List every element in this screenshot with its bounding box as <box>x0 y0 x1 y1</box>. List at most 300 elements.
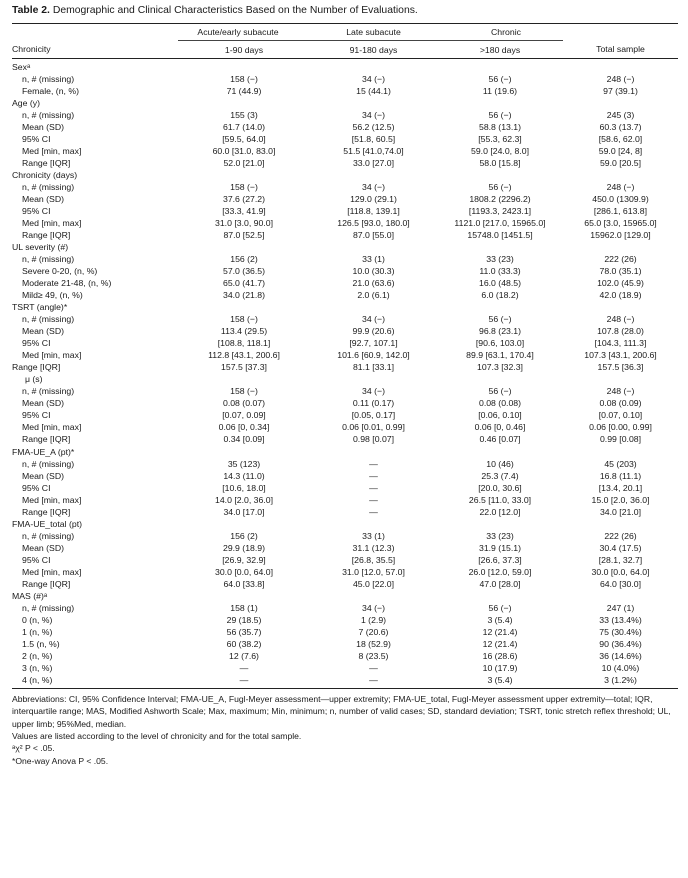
note-abbreviations: Abbreviations: CI, 95% Confidence Interval; FMA-UE_A, Fugl-Meyer assessment—upper extremity; FMA-UE_total, Fugl-Meyer assessment upper extremity—total; IQR, interquartile range; MAS, Modified Ashworth Scale; Max, maximum; Min, minimum; n, number of valid cases; SD, standard deviation; TSRT, tonic stretch reflex threshold; UL, upper limb; 95%Med, median. <box>12 693 671 729</box>
row-label: Age (y) <box>12 98 41 109</box>
header-range-3: >180 days <box>437 41 563 59</box>
row-label: 95% CI <box>22 338 51 349</box>
table-row <box>12 253 678 265</box>
table-row <box>12 530 678 542</box>
row-value: — <box>369 494 378 505</box>
row-label: Range [IQR] <box>12 362 61 373</box>
row-value: 31.0 [3.0, 90.0] <box>215 218 273 229</box>
row-value: 58.0 [15.8] <box>479 158 521 169</box>
row-value: [92.7, 107.1] <box>349 338 398 349</box>
row-value: 7 (20.6) <box>358 626 389 637</box>
row-value: 0.46 [0.07] <box>479 434 521 445</box>
row-value: 3 (5.4) <box>437 674 563 689</box>
row-value: 15 (44.1) <box>356 86 391 97</box>
row-value: 15748.0 [1451.5] <box>467 230 533 241</box>
row-value: 33 (1) <box>362 254 385 265</box>
header-group-late-subacute: Late subacute <box>310 24 437 41</box>
row-label: Sexᵃ <box>12 62 31 72</box>
table-body <box>12 59 678 689</box>
row-value: 158 (−) <box>230 182 258 193</box>
row-value: — <box>369 662 378 673</box>
table-row <box>12 205 678 217</box>
row-value: 0.06 [0.01, 0.99] <box>342 422 405 433</box>
table-row <box>12 506 678 518</box>
row-value: 8 (23.5) <box>358 650 389 661</box>
row-value: 1808.2 (2296.2) <box>469 194 531 205</box>
table-row <box>12 59 678 74</box>
table-row <box>12 542 678 554</box>
row-label: MAS (#)ᵃ <box>12 590 48 601</box>
row-label: Med [min, max] <box>22 494 82 505</box>
row-value: 57.0 (36.5) <box>222 266 266 277</box>
row-value: 90 (36.4%) <box>599 638 642 649</box>
table-row <box>12 217 678 229</box>
table-row <box>12 650 678 662</box>
header-group-chronic: Chronic <box>437 24 563 41</box>
row-value: 156 (2) <box>230 254 258 265</box>
row-label: Mean (SD) <box>22 542 64 553</box>
row-label: n, # (missing) <box>22 254 75 265</box>
table-row <box>12 662 678 674</box>
row-label: FMA-UE_total (pt) <box>12 518 82 529</box>
row-value: 29.9 (18.9) <box>222 542 266 553</box>
table-row <box>12 361 678 373</box>
row-value: 45 (203) <box>604 458 637 469</box>
row-value: 245 (3) <box>606 110 635 121</box>
row-value <box>437 301 563 313</box>
row-value: 248 (−) <box>606 182 635 193</box>
row-label: 95% CI <box>22 410 51 421</box>
table-row <box>12 602 678 614</box>
table-row <box>12 73 678 85</box>
row-label: n, # (missing) <box>22 602 75 613</box>
row-value <box>437 59 563 74</box>
row-label: μ (s) <box>25 374 43 385</box>
table-notes <box>12 693 678 767</box>
row-value: 56 (−) <box>488 602 512 613</box>
row-value: 96.8 (23.1) <box>478 326 522 337</box>
row-value: 18 (52.9) <box>356 638 391 649</box>
table-row <box>12 121 678 133</box>
row-value: 0.11 (0.17) <box>352 398 395 409</box>
row-value: 14.0 [2.0, 36.0] <box>215 494 273 505</box>
row-value: 157.5 [36.3] <box>597 362 644 373</box>
row-label: 95% CI <box>22 554 51 565</box>
header-range-2: 91-180 days <box>310 41 437 59</box>
row-label: 95% CI <box>22 134 51 145</box>
table-row <box>12 626 678 638</box>
row-value <box>437 446 563 458</box>
row-value: [26.6, 37.3] <box>478 554 522 565</box>
row-value: [118.8, 139.1] <box>347 206 400 217</box>
row-value: [90.6, 103.0] <box>475 338 525 349</box>
row-value <box>563 169 678 181</box>
row-value: [58.6, 62.0] <box>598 134 643 145</box>
row-value: [13.4, 20.1] <box>598 482 643 493</box>
table-row <box>12 554 678 566</box>
table-row <box>12 409 678 421</box>
row-value: 248 (−) <box>606 386 635 397</box>
row-value: [286.1, 613.8] <box>593 206 648 217</box>
row-value: 34.0 (21.8) <box>222 290 266 301</box>
row-value: 3 (1.2%) <box>563 674 678 689</box>
row-label: UL severity (#) <box>12 242 69 253</box>
row-label: Mean (SD) <box>22 194 64 205</box>
row-value <box>563 373 678 385</box>
row-value: [51.8, 60.5] <box>351 134 396 145</box>
row-value: 11 (19.6) <box>482 86 518 97</box>
row-value: 30.0 [0.0, 64.0] <box>215 566 273 577</box>
row-label: Mean (SD) <box>22 326 64 337</box>
row-value: 16.8 (11.1) <box>599 470 642 481</box>
table-row <box>12 193 678 205</box>
row-value <box>310 301 437 313</box>
row-value: 60.3 (13.7) <box>599 122 642 133</box>
row-value: 47.0 [28.0] <box>479 578 521 589</box>
row-value: 126.5 [93.0, 180.0] <box>337 218 410 229</box>
row-value: 1 (2.9) <box>360 614 387 625</box>
row-value: 0.08 (0.09) <box>599 398 642 409</box>
row-label: Mild≥ 49, (n, %) <box>22 290 83 301</box>
row-value: 34 (−) <box>362 602 385 613</box>
row-label: Mean (SD) <box>22 122 64 133</box>
row-value <box>563 590 678 602</box>
row-value: 16 (28.6) <box>482 650 518 661</box>
row-value: 0.06 [0, 0.46] <box>474 422 526 433</box>
row-value: 11.0 (33.3) <box>479 266 521 277</box>
table-row <box>12 566 678 578</box>
row-value: [1193.3, 2423.1] <box>468 206 532 217</box>
row-value: 87.0 [52.5] <box>223 230 265 241</box>
table-row <box>12 301 678 313</box>
row-value <box>310 373 437 385</box>
row-value: 22.0 [12.0] <box>479 506 521 517</box>
row-value: [0.05, 0.17] <box>351 410 396 421</box>
row-value: — <box>369 506 378 517</box>
row-value: 21.0 (63.6) <box>352 278 395 289</box>
table-row <box>12 590 678 602</box>
row-value: 16.0 (48.5) <box>478 278 522 289</box>
row-value: — <box>369 470 378 481</box>
row-value: 34 (−) <box>362 110 385 121</box>
characteristics-table <box>12 23 678 689</box>
row-value: [0.07, 0.10] <box>598 410 643 421</box>
row-label: Moderate 21-48, (n, %) <box>22 278 112 289</box>
row-value: 56.2 (12.5) <box>352 122 395 133</box>
table-row <box>12 241 678 253</box>
row-value: — <box>369 482 378 493</box>
row-label: 0 (n, %) <box>22 614 53 625</box>
row-value: 33 (23) <box>486 254 514 265</box>
row-value: 33 (1) <box>362 530 385 541</box>
row-value: 107.8 (28.0) <box>597 326 644 337</box>
table-row <box>12 313 678 325</box>
row-label: 95% CI <box>22 482 51 493</box>
row-label: n, # (missing) <box>22 530 75 541</box>
row-value: 34 (−) <box>362 74 385 85</box>
row-value: 65.0 (41.7) <box>222 278 266 289</box>
row-value: 222 (26) <box>604 254 637 265</box>
row-value: 64.0 [30.0] <box>599 578 642 589</box>
row-value: [108.8, 118.1] <box>217 338 271 349</box>
row-value: 3 (5.4) <box>487 614 513 625</box>
row-value: 107.3 [32.3] <box>477 362 523 373</box>
row-label: Chronicity (days) <box>12 170 78 181</box>
row-label: 1 (n, %) <box>22 626 53 637</box>
row-value: [33.3, 41.9] <box>222 206 266 217</box>
row-value <box>563 446 678 458</box>
row-value <box>563 241 678 253</box>
row-value: 129.0 (29.1) <box>350 194 397 205</box>
row-label: TSRT (angle)* <box>12 302 68 313</box>
row-label: Severe 0-20, (n, %) <box>22 266 98 277</box>
table-row <box>12 265 678 277</box>
row-value <box>178 241 310 253</box>
row-value <box>310 241 437 253</box>
row-value: 71 (44.9) <box>226 86 262 97</box>
row-value: 156 (2) <box>230 530 258 541</box>
row-value: [104.3, 111.3] <box>594 338 647 349</box>
row-value: 12 (21.4) <box>482 626 518 637</box>
row-value: — <box>369 458 378 469</box>
row-value: [10.6, 18.0] <box>222 482 266 493</box>
row-value: 33 (23) <box>486 530 514 541</box>
row-value: 87.0 [55.0] <box>352 230 395 241</box>
row-label: Mean (SD) <box>22 470 64 481</box>
row-value: 15962.0 [129.0] <box>590 230 651 241</box>
header-group-row <box>12 24 678 41</box>
row-label: n, # (missing) <box>22 182 75 193</box>
row-label: 4 (n, %) <box>12 674 178 689</box>
row-label: Med [min, max] <box>22 146 82 157</box>
row-value: 26.5 [11.0, 33.0] <box>468 494 532 505</box>
row-value: — <box>239 662 249 673</box>
row-value: 34.0 [21.0] <box>599 506 642 517</box>
row-label: Range [IQR] <box>22 230 71 241</box>
note-footnote-star: *One-way Anova P < .05. <box>12 755 109 766</box>
row-label: Mean (SD) <box>22 398 64 409</box>
row-value: 2.0 (6.1) <box>357 290 390 301</box>
row-value <box>437 169 563 181</box>
row-value: 56 (−) <box>488 74 512 85</box>
row-value <box>178 301 310 313</box>
row-value: 59.0 [24, 8] <box>598 146 643 157</box>
row-value <box>437 373 563 385</box>
row-value <box>563 301 678 313</box>
row-value: 0.06 [0.00, 0.99] <box>589 422 652 433</box>
row-label: 1.5 (n, %) <box>22 638 60 649</box>
row-value: 112.8 [43.1, 200.6] <box>208 350 280 361</box>
table-row <box>12 109 678 121</box>
row-label: n, # (missing) <box>22 74 75 85</box>
row-value: 56 (−) <box>488 110 512 121</box>
row-value: 97 (39.1) <box>603 86 638 97</box>
row-value: 0.98 [0.07] <box>352 434 395 445</box>
row-value: 15.0 [2.0, 36.0] <box>591 494 650 505</box>
row-label: Range [IQR] <box>22 158 71 169</box>
row-value: — <box>178 674 310 689</box>
header-row-label: Chronicity <box>12 41 178 59</box>
table-row <box>12 133 678 145</box>
table-row <box>12 494 678 506</box>
row-value <box>178 446 310 458</box>
row-value <box>310 518 437 530</box>
row-value: 10 (4.0%) <box>601 662 640 673</box>
table-row <box>12 373 678 385</box>
row-value: 34 (−) <box>362 182 385 193</box>
row-value <box>437 518 563 530</box>
row-value: 0.08 (0.08) <box>478 398 522 409</box>
row-value <box>310 59 437 74</box>
row-value: 56 (−) <box>488 386 512 397</box>
row-value: 1121.0 [217.0, 15965.0] <box>454 218 546 229</box>
table-row <box>12 157 678 169</box>
row-value: 56 (35.7) <box>226 626 262 637</box>
row-value: 56 (−) <box>488 314 512 325</box>
row-value: 34 (−) <box>362 314 385 325</box>
row-value <box>178 518 310 530</box>
row-value: 34.0 [17.0] <box>223 506 265 517</box>
row-value <box>178 59 310 74</box>
row-value <box>310 590 437 602</box>
row-label: n, # (missing) <box>22 458 75 469</box>
row-label: 3 (n, %) <box>22 662 53 673</box>
row-label: 2 (n, %) <box>22 650 53 661</box>
row-value: 36 (14.6%) <box>599 650 642 661</box>
row-value <box>437 241 563 253</box>
row-value <box>563 59 678 74</box>
table-row <box>12 578 678 590</box>
row-value: 58.8 (13.1) <box>478 122 522 133</box>
row-value: 248 (−) <box>606 74 635 85</box>
table-row <box>12 289 678 301</box>
table-row <box>12 85 678 97</box>
row-value: [20.0, 30.6] <box>478 482 522 493</box>
row-label: 95% CI <box>22 206 51 217</box>
row-value <box>178 590 310 602</box>
table-row <box>12 518 678 530</box>
row-value: 158 (1) <box>230 602 258 613</box>
row-value <box>310 169 437 181</box>
row-label: n, # (missing) <box>22 386 75 397</box>
row-label: Med [min, max] <box>22 566 82 577</box>
row-value: 31.1 (12.3) <box>352 542 395 553</box>
row-value: 31.9 (15.1) <box>478 542 522 553</box>
row-value: 33.0 [27.0] <box>352 158 395 169</box>
row-value: 31.0 [12.0, 57.0] <box>342 566 405 577</box>
row-value: 14.3 (11.0) <box>223 470 265 481</box>
row-value: 157.5 [37.3] <box>221 362 267 373</box>
row-value: 10 (17.9) <box>482 662 518 673</box>
row-value: 247 (1) <box>606 602 635 613</box>
table-row <box>12 337 678 349</box>
table-row <box>12 181 678 193</box>
row-value: 25.3 (7.4) <box>481 470 519 481</box>
row-value: 33 (13.4%) <box>599 614 642 625</box>
row-value: 51.5 [41.0,74.0] <box>343 146 404 157</box>
row-value: 42.0 (18.9) <box>599 290 642 301</box>
row-value <box>437 590 563 602</box>
row-value: [59.5, 64.0] <box>222 134 266 145</box>
row-value: 59.0 [20.5] <box>599 158 642 169</box>
table-row <box>12 458 678 470</box>
row-value: 26.0 [12.0, 59.0] <box>468 566 532 577</box>
table-row <box>12 385 678 397</box>
row-label: Med [min, max] <box>22 422 82 433</box>
row-value: 107.3 [43.1, 200.6] <box>584 350 657 361</box>
row-value <box>563 97 678 109</box>
header-total: Total sample <box>563 41 678 59</box>
header-group-acute: Acute/early subacute <box>178 24 310 41</box>
row-value <box>310 97 437 109</box>
row-value: 61.7 (14.0) <box>222 122 266 133</box>
row-label: FMA-UE_A (pt)* <box>12 446 75 457</box>
table-row <box>12 169 678 181</box>
note-order: Values are listed according to the level of chronicity and for the total sample. <box>12 731 302 742</box>
table-row <box>12 349 678 361</box>
row-value: 89.9 [63.1, 170.4] <box>466 350 534 361</box>
row-value: [0.07, 0.09] <box>222 410 266 421</box>
table-row <box>12 433 678 445</box>
row-value: 222 (26) <box>604 530 637 541</box>
row-value: 65.0 [3.0, 15965.0] <box>584 218 657 229</box>
row-value: 60 (38.2) <box>226 638 262 649</box>
row-value: 37.6 (27.2) <box>222 194 266 205</box>
table-row <box>12 614 678 626</box>
row-value: 60.0 [31.0, 83.0] <box>212 146 276 157</box>
row-value: 52.0 [21.0] <box>223 158 265 169</box>
row-value: 35 (123) <box>227 458 261 469</box>
row-value: 12 (21.4) <box>482 638 518 649</box>
table-row <box>12 421 678 433</box>
row-value: 12 (7.6) <box>229 650 259 661</box>
row-label: Range [IQR] <box>22 434 71 445</box>
row-value: [55.3, 62.3] <box>478 134 522 145</box>
row-value: 99.9 (20.6) <box>352 326 395 337</box>
row-label: Med [min, max] <box>22 218 82 229</box>
row-value: 158 (−) <box>230 314 258 325</box>
table-row <box>12 446 678 458</box>
row-value: 45.0 [22.0] <box>352 578 395 589</box>
row-value: 10 (46) <box>486 458 514 469</box>
row-value: 248 (−) <box>606 314 635 325</box>
header-range-row <box>12 41 678 59</box>
table-row <box>12 97 678 109</box>
row-value <box>563 518 678 530</box>
row-value: 78.0 (35.1) <box>599 266 642 277</box>
row-value: 0.06 [0, 0.34] <box>218 422 270 433</box>
table-title: Demographic and Clinical Characteristics Based on the Number of Evaluations. <box>52 5 418 16</box>
row-label: Range [IQR] <box>22 506 71 517</box>
row-value: 158 (−) <box>230 386 258 397</box>
table-row <box>12 638 678 650</box>
row-value: 30.4 (17.5) <box>599 542 642 553</box>
row-value: 113.4 (29.5) <box>220 326 268 337</box>
row-value: 81.1 [33.1] <box>352 362 395 373</box>
row-value: 75 (30.4%) <box>599 626 642 637</box>
row-value: 64.0 [33.8] <box>223 578 265 589</box>
row-label: n, # (missing) <box>22 110 75 121</box>
row-value: 29 (18.5) <box>226 614 262 625</box>
table-row <box>12 145 678 157</box>
table-row <box>12 470 678 482</box>
row-value: — <box>310 674 437 689</box>
row-value: 59.0 [24.0, 8.0] <box>471 146 529 157</box>
row-label: n, # (missing) <box>22 314 75 325</box>
row-value: 30.0 [0.0, 64.0] <box>591 566 650 577</box>
table-row <box>12 674 678 689</box>
row-value <box>437 97 563 109</box>
